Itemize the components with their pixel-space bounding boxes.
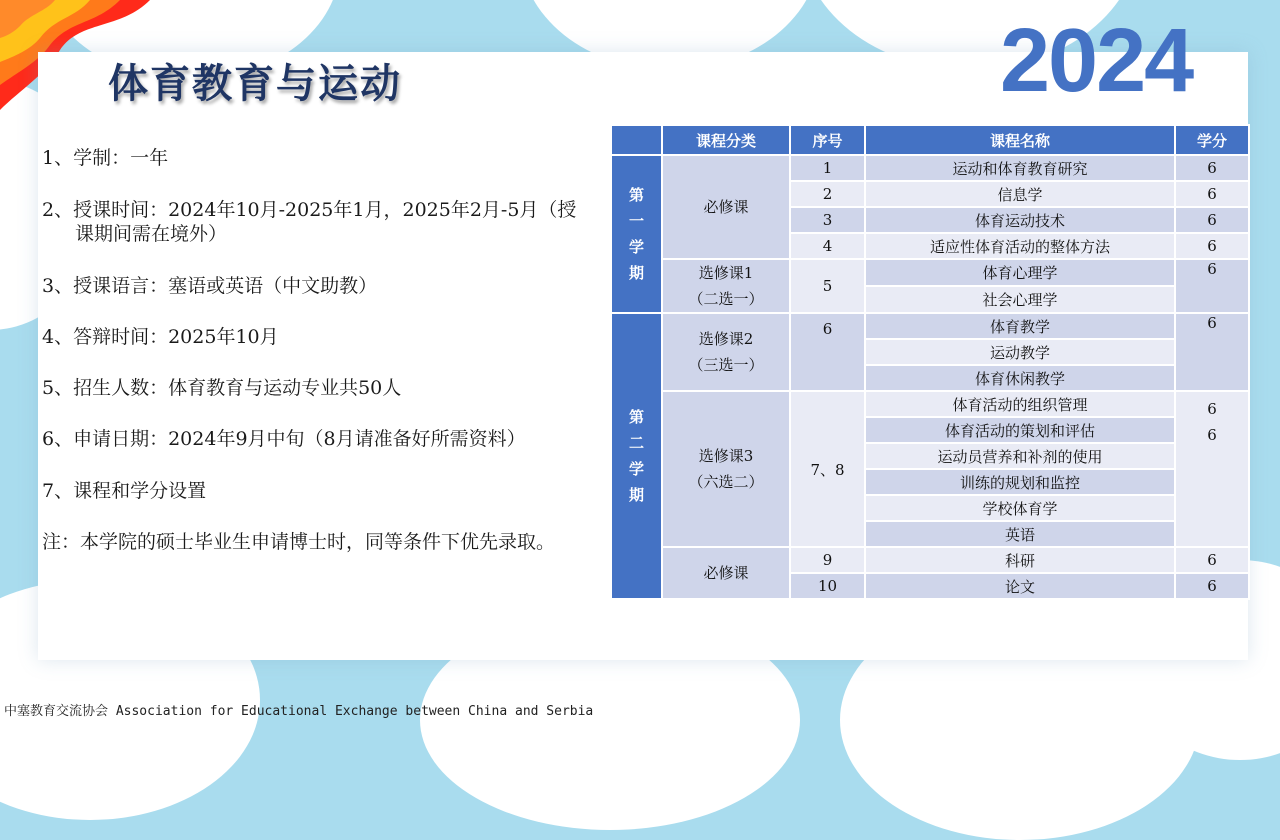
category-sublabel: （六选二） — [688, 473, 764, 491]
course-credit: 6 — [1175, 207, 1249, 233]
course-number: 3 — [790, 207, 865, 233]
course-table — [610, 124, 1250, 600]
category-label: 选修课1 — [698, 264, 754, 282]
course-credit: 6 — [1175, 313, 1249, 391]
category-sublabel: （三选一） — [688, 356, 764, 374]
page-title: 体育教育与运动 — [108, 60, 402, 107]
list-item-text: 4、答辩时间：2025年10月 — [42, 326, 279, 348]
table-row — [611, 259, 1249, 286]
course-credit: 6 — [1175, 259, 1249, 313]
course-credit — [1175, 391, 1249, 547]
list-item-courses — [42, 479, 612, 503]
course-credit: 6 — [1175, 573, 1249, 599]
category-required-2: 必修课 — [662, 547, 790, 599]
course-name: 体育休闲教学 — [865, 365, 1175, 391]
list-item-note — [42, 530, 612, 554]
course-name: 信息学 — [865, 181, 1175, 207]
footer-text: 中塞教育交流协会 Association for Educational Exchange between China and Serbia — [4, 704, 594, 719]
table-row — [611, 391, 1249, 417]
list-item-text: 2、授课时间：2024年10月-2025年1月，2025年2月-5月（授 — [42, 199, 577, 221]
list-item-text: 7、课程和学分设置 — [42, 480, 207, 502]
list-item-text: 6、申请日期：2024年9月中旬（8月请准备好所需资料） — [42, 428, 526, 450]
course-number: 1 — [790, 155, 865, 181]
category-elective-3 — [662, 391, 790, 547]
course-name: 体育教学 — [865, 313, 1175, 339]
course-name: 学校体育学 — [865, 495, 1175, 521]
list-item-defense — [42, 325, 612, 349]
table-header-row — [611, 125, 1249, 155]
list-item-text: 3、授课语言：塞语或英语（中文助教） — [42, 275, 378, 297]
year-label: 2024 — [1000, 11, 1193, 111]
course-name: 论文 — [865, 573, 1175, 599]
list-item-duration — [42, 146, 612, 170]
course-name: 体育运动技术 — [865, 207, 1175, 233]
course-name: 英语 — [865, 521, 1175, 547]
list-item-application-date — [42, 427, 612, 451]
list-item-text: 1、学制：一年 — [42, 147, 169, 169]
course-name: 体育活动的策划和评估 — [865, 417, 1175, 443]
category-sublabel: （二选一） — [688, 290, 764, 308]
header-course-name: 课程名称 — [865, 125, 1175, 155]
course-number: 7、8 — [790, 391, 865, 547]
course-credit: 6 — [1175, 233, 1249, 259]
category-required-1: 必修课 — [662, 155, 790, 259]
course-number: 10 — [790, 573, 865, 599]
header-blank — [611, 125, 662, 155]
course-name: 体育心理学 — [865, 259, 1175, 286]
course-number: 2 — [790, 181, 865, 207]
course-name: 运动教学 — [865, 339, 1175, 365]
course-credit: 6 — [1175, 547, 1249, 573]
category-elective-1 — [662, 259, 790, 313]
semester-2-text: 第二学期 — [628, 408, 644, 504]
list-item-language — [42, 274, 612, 298]
course-name: 训练的规划和监控 — [865, 469, 1175, 495]
table-row — [611, 155, 1249, 181]
category-label: 选修课2 — [698, 330, 754, 348]
course-name: 运动员营养和补剂的使用 — [865, 443, 1175, 469]
course-credit: 6 — [1175, 181, 1249, 207]
course-name: 体育活动的组织管理 — [865, 391, 1175, 417]
header-number: 序号 — [790, 125, 865, 155]
header-category: 课程分类 — [662, 125, 790, 155]
credit-value: 6 — [1207, 426, 1217, 444]
course-number: 5 — [790, 259, 865, 313]
course-name: 科研 — [865, 547, 1175, 573]
credit-value: 6 — [1207, 400, 1217, 418]
course-number: 6 — [790, 313, 865, 391]
list-item-teaching-time — [42, 198, 612, 246]
table-row — [611, 313, 1249, 339]
semester-2-label — [611, 313, 662, 599]
semester-1-label — [611, 155, 662, 313]
list-item-enrollment — [42, 376, 612, 400]
course-name: 运动和体育教育研究 — [865, 155, 1175, 181]
course-number: 9 — [790, 547, 865, 573]
list-item-text: 注：本学院的硕士毕业生申请博士时，同等条件下优先录取。 — [42, 531, 556, 553]
course-name: 社会心理学 — [865, 286, 1175, 313]
header-credits: 学分 — [1175, 125, 1249, 155]
category-label: 选修课3 — [698, 447, 754, 465]
course-number: 4 — [790, 233, 865, 259]
list-item-text-continued: 课期间需在境外） — [75, 223, 228, 245]
list-item-text: 5、招生人数：体育教育与运动专业共50人 — [42, 377, 402, 399]
category-elective-2 — [662, 313, 790, 391]
course-credit: 6 — [1175, 155, 1249, 181]
table-row — [611, 547, 1249, 573]
course-name: 适应性体育活动的整体方法 — [865, 233, 1175, 259]
semester-1-text: 第一学期 — [628, 186, 644, 282]
